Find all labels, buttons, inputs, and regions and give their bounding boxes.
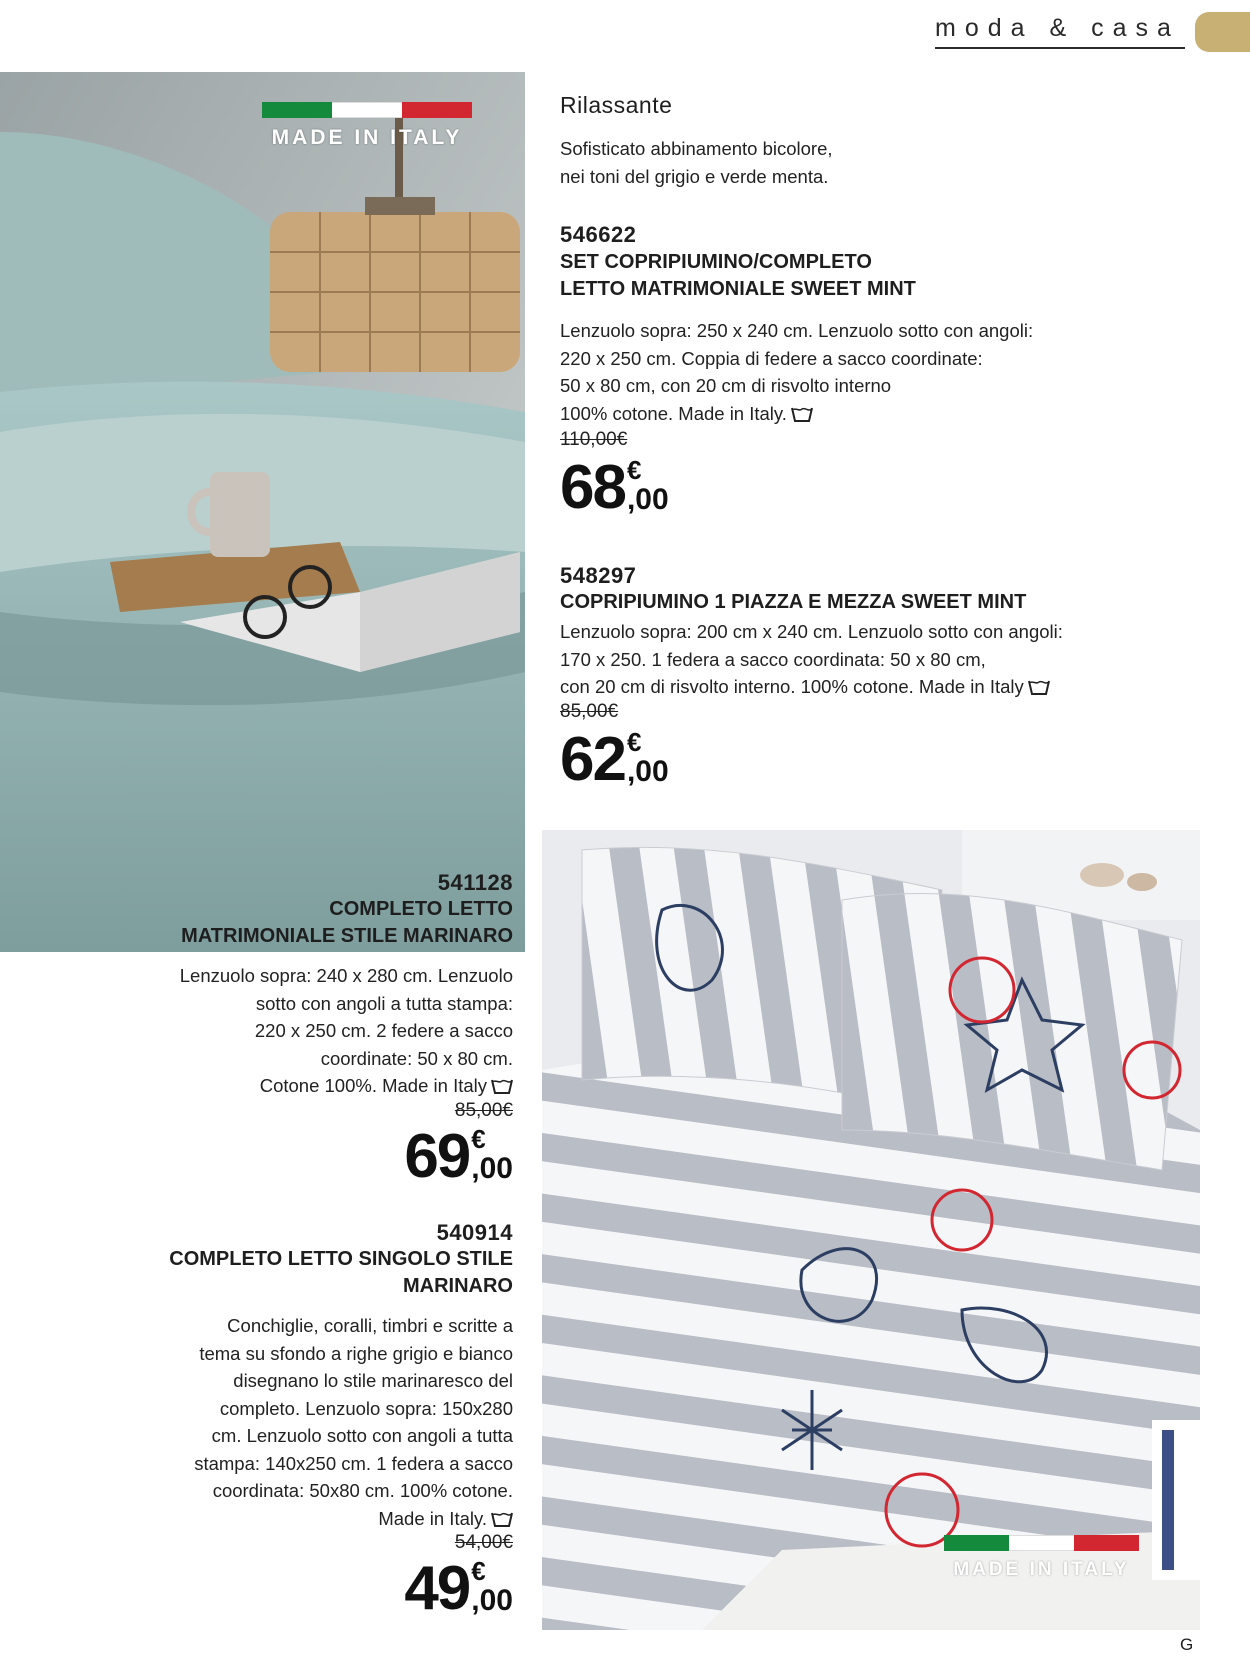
currency-symbol: € [626,726,642,757]
description-line: tema su sfondo a righe grigio e bianco [199,1342,513,1364]
description-text: Made in Italy. [378,1507,487,1529]
product-541128 [60,870,513,1191]
description-line: 220 x 250 cm. 2 federe a sacco [254,1020,513,1041]
product-title [560,249,1200,303]
old-price: 110,00€ [560,429,628,450]
intro-line: Sofisticato abbinamento bicolore, [560,138,833,159]
description-line: coordinate: 50 x 80 cm. [320,1047,513,1069]
description-line [560,673,1210,701]
made-in-italy-badge [262,102,472,150]
description-line [60,1505,513,1533]
made-in-italy-label: MADE IN ITALY [271,126,463,149]
description-line: disegnano lo stile marinaresco del [233,1370,513,1391]
price-decimals: ,00 [626,483,669,516]
marine-bedding-illustration [542,830,1200,1630]
italy-flag-icon [262,102,472,118]
price-integer: 68 [560,453,625,522]
product-description [560,317,1200,427]
made-in-italy-label: MADE IN ITALY [953,1559,1130,1580]
description-text: Cotone 100%. Made in Italy [259,1075,487,1096]
product-title-line: COPRIPIUMINO 1 PIAZZA E MEZZA SWEET MINT [560,591,1027,613]
photo-marine-bedding [542,830,1200,1630]
currency-symbol: € [626,455,642,485]
description-text: 100% cotone. Made in Italy. [560,402,787,424]
description-line: Lenzuolo sopra: 240 x 280 cm. Lenzuolo [179,965,513,986]
header-rule [935,47,1185,49]
price-integer: 69 [404,1121,470,1191]
made-in-italy-badge [944,1535,1139,1581]
product-540914 [60,1220,513,1623]
intro-heading: Rilassante [560,92,673,118]
description-line: Lenzuolo sopra: 250 x 240 cm. Lenzuolo sotto con angoli: [560,320,1034,341]
product-title [560,589,1210,616]
currency-symbol: € [471,1123,486,1154]
description-line: Conchiglie, coralli, timbri e scritte a [227,1315,513,1336]
price [560,724,1210,794]
price [60,1554,513,1623]
product-title [60,1246,513,1300]
price [560,453,1200,522]
description-line: 50 x 80 cm, con 20 cm di risvolto interno [560,375,892,396]
description-line: sotto con angoli a tutta stampa: [255,992,513,1014]
product-title-line: COMPLETO LETTO SINGOLO STILE [169,1248,513,1270]
description-line [560,400,1200,428]
description-text: con 20 cm di risvolto interno. 100% cotone. Made in Italy [560,676,1024,697]
product-description [560,618,1210,701]
price-integer: 49 [404,1554,470,1623]
old-price: 85,00€ [454,1099,513,1121]
product-title-line: MARINARO [403,1275,513,1297]
description-line: completo. Lenzuolo sopra: 150x280 [219,1397,513,1419]
intro-line: nei toni del grigio e verde menta. [560,165,829,187]
product-title-line: SET COPRIPIUMINO/COMPLETO [560,251,872,273]
product-546622 [560,222,1200,522]
product-code: 548297 [560,563,637,588]
description-line: 170 x 250. 1 federa a sacco coordinata: 50 x 80 cm, [560,648,986,670]
product-code: 540914 [436,1220,513,1245]
product-title-line: LETTO MATRIMONIALE SWEET MINT [560,278,916,300]
description-line: cm. Lenzuolo sotto con angoli a tutta [211,1425,513,1446]
section-tab [1195,12,1250,52]
wash-30-icon [491,1511,513,1528]
product-title-line: MATRIMONIALE STILE MARINARO [181,925,513,947]
wash-30-icon [491,1078,513,1095]
currency-symbol: € [471,1556,486,1586]
description-line: Lenzuolo sopra: 200 cm x 240 cm. Lenzuolo sotto con angoli: [560,621,1063,642]
product-description [60,1312,513,1532]
price-integer: 62 [560,724,625,794]
product-title-line: COMPLETO LETTO [329,898,513,920]
wash-30-icon [1028,679,1050,696]
photo-sweet-mint-bedding [0,72,525,952]
italy-flag-icon [944,1535,1139,1551]
product-description [60,962,513,1100]
price [60,1121,513,1191]
description-line: stampa: 140x250 cm. 1 federa a sacco [194,1452,513,1474]
wash-30-icon [791,406,813,423]
product-code: 546622 [560,222,637,247]
bedroom-illustration [0,72,525,952]
old-price: 85,00€ [560,700,619,722]
price-decimals: ,00 [471,1584,513,1617]
description-line [60,1072,513,1100]
section-title: moda & casa [935,14,1180,42]
price-decimals: ,00 [471,1151,513,1185]
description-line: 220 x 250 cm. Coppia di federe a sacco coordinate: [560,347,983,369]
product-title [60,896,513,950]
description-line: coordinata: 50x80 cm. 100% cotone. [212,1480,513,1501]
old-price: 54,00€ [454,1532,513,1553]
page-number: G [1180,1635,1194,1654]
price-decimals: ,00 [626,754,669,788]
product-code: 541128 [437,870,513,895]
intro-text [560,135,833,190]
product-548297 [560,563,1210,794]
